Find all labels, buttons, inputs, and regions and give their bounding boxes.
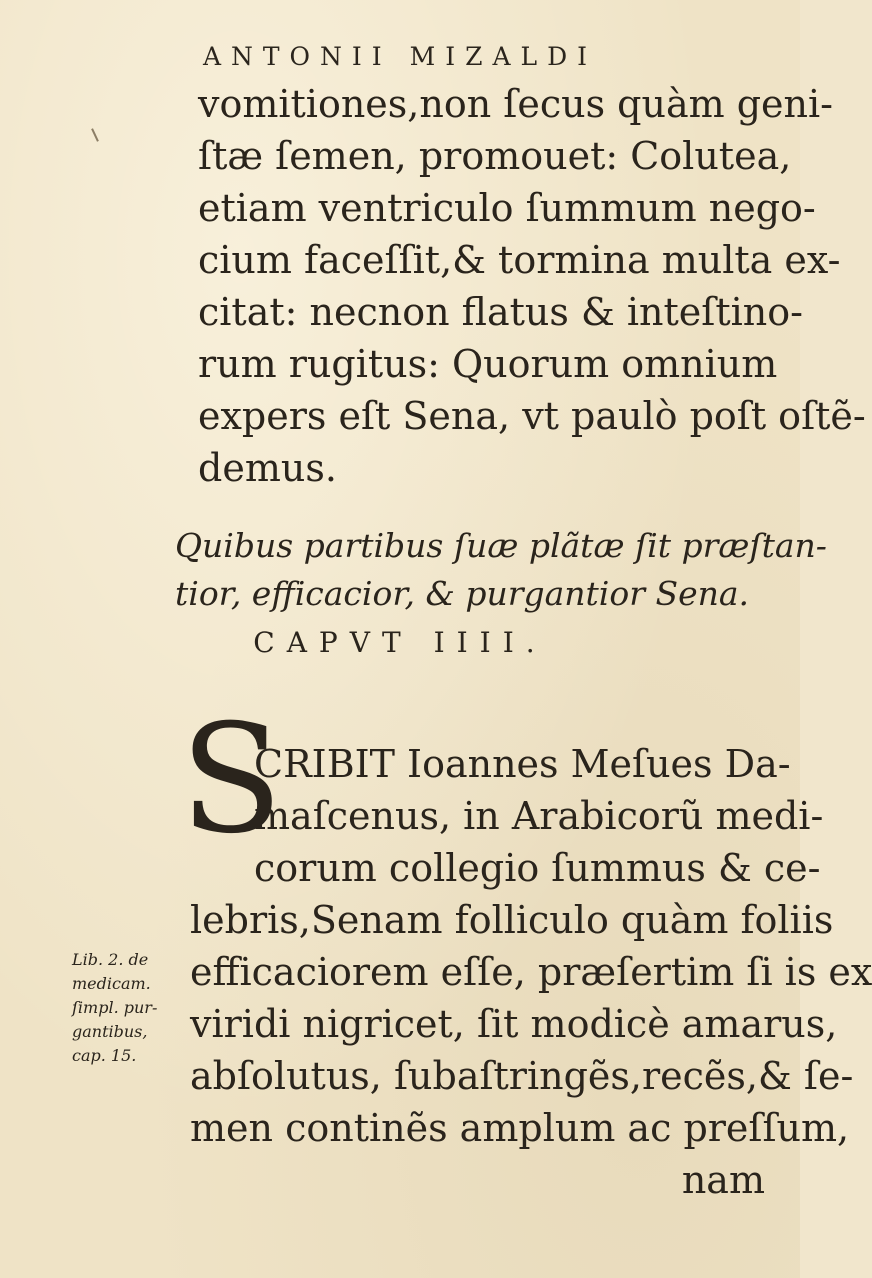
running-head: ANTONII MIZALDI [202, 42, 598, 71]
chapter-number: CAPVT IIII. [253, 626, 547, 659]
heading-line: Quibus partibus ſuæ plãtæ ſit præſtan- [175, 526, 827, 565]
marginal-line: gantibus, [72, 1022, 148, 1041]
text-line: efficaciorem eſſe, præſertim ſi is ex [190, 950, 872, 994]
text-line: lebris,Senam folliculo quàm foliis [190, 898, 834, 942]
text-line: CRIBIT Ioannes Meſues Da- [254, 742, 791, 786]
text-line: rum rugitus: Quorum omnium [198, 342, 778, 386]
catchword: nam [681, 1158, 765, 1202]
text-line: corum collegio ſummus & ce- [254, 846, 821, 890]
marginal-line: medicam. [72, 974, 151, 993]
text-line: viridi nigricet, ſit modicè amarus, [190, 1002, 838, 1046]
marginal-note [72, 948, 182, 1068]
text-line: expers eſt Sena, vt paulò poſt oſtẽ- [198, 394, 866, 438]
text-line: demus. [198, 446, 337, 490]
marginal-line: Lib. 2. de [72, 950, 149, 969]
text-line: vomitiones,non ſecus quàm geni- [198, 82, 834, 126]
heading-line: tior, efficacior, & purgantior Sena. [175, 574, 750, 613]
text-line: ſtæ ſemen, promouet: Colutea, [198, 134, 792, 178]
text-line: cium faceſſit,& tormina multa ex- [198, 238, 841, 282]
text-line: etiam ventriculo ſummum nego- [198, 186, 816, 230]
text-line: men continẽs amplum ac preſſum, [190, 1106, 850, 1150]
marginal-line: cap. 15. [72, 1046, 137, 1065]
text-line: maſcenus, in Arabicorũ medi- [254, 794, 824, 838]
margin-mark [91, 128, 99, 142]
text-line: abſolutus, ſubaſtringẽs,recẽs,& ſe- [190, 1054, 854, 1098]
marginal-line: ſimpl. pur- [72, 998, 158, 1017]
text-line: citat: necnon flatus & inteſtino- [198, 290, 803, 334]
drop-cap: S [180, 693, 283, 867]
